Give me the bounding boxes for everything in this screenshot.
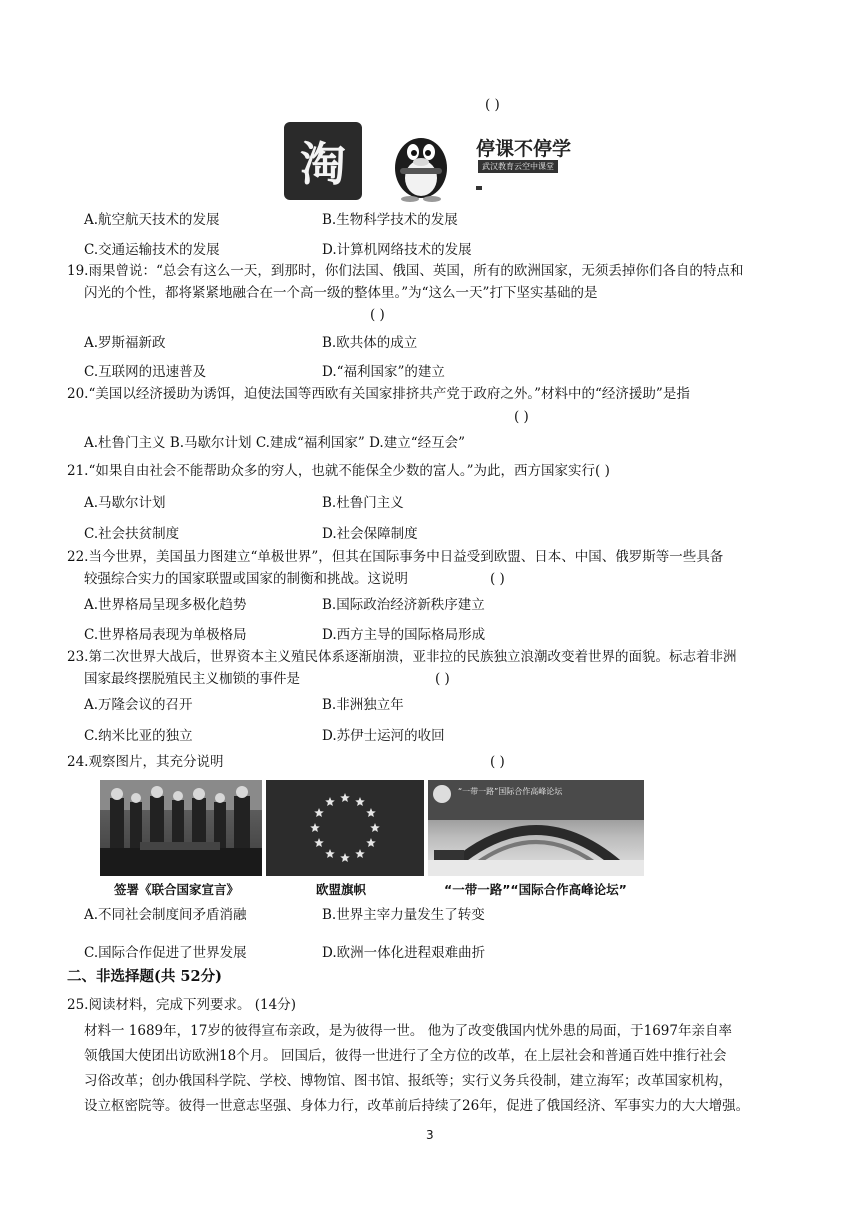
q23-option-c: C.纳米比亚的独立 bbox=[84, 728, 193, 744]
q22-option-b: B.国际政治经济新秩序建立 bbox=[322, 597, 485, 613]
taobao-logo bbox=[284, 122, 362, 200]
eu-star-icon bbox=[325, 849, 335, 858]
q21-option-a: A.马歇尔计划 bbox=[84, 495, 166, 511]
q24-option-d: D.欧洲一体化进程艰难曲折 bbox=[322, 945, 486, 961]
banner-main-text: 停课不停学 bbox=[476, 138, 572, 160]
q18-option-a: A.航空航天技术的发展 bbox=[84, 212, 220, 228]
q22-stem-line2: 较强综合实力的国家联盟或国家的制衡和挑战。这说明 bbox=[84, 571, 408, 587]
q21-stem-line1: 21.“如果自由社会不能帮助众多的穷人，也就不能保全少数的富人。”为此，西方国家实行( ) bbox=[67, 463, 610, 479]
eu-star-icon bbox=[340, 793, 350, 802]
q24-stem-line1: 24.观察图片，其充分说明 bbox=[67, 754, 224, 770]
q24-option-a: A.不同社会制度间矛盾消融 bbox=[84, 907, 247, 923]
q23-option-b: B.非洲独立年 bbox=[322, 697, 404, 713]
q20-stem-line1: 20.“美国以经济援助为诱饵，迫使法国等西欧有关国家排挤共产党于政府之外。”材料中的“经济援助”是指 bbox=[67, 386, 690, 402]
eu-star-icon bbox=[340, 853, 350, 862]
taobao-logo-text: 淘 bbox=[300, 137, 346, 191]
q20-options: A.杜鲁门主义 B.马歇尔计划 C.建成“福利国家” D.建立“经互会” bbox=[84, 435, 466, 451]
q19-option-d: D.“福利国家”的建立 bbox=[322, 364, 445, 380]
caption-eu-flag: 欧盟旗帜 bbox=[316, 882, 367, 897]
q19-answer-paren: ( ) bbox=[370, 307, 385, 323]
page-number: 3 bbox=[426, 1128, 434, 1142]
eu-star-icon bbox=[355, 849, 365, 858]
eu-star-icon bbox=[310, 823, 320, 832]
q21-option-b: B.杜鲁门主义 bbox=[322, 495, 404, 511]
q22-option-a: A.世界格局呈现多极化趋势 bbox=[84, 597, 247, 613]
q20-answer-paren: ( ) bbox=[514, 409, 529, 425]
eu-star-icon bbox=[314, 808, 324, 817]
eu-star-icon bbox=[366, 808, 376, 817]
eu-star-icon bbox=[314, 838, 324, 847]
tingke-banner bbox=[470, 126, 580, 198]
q23-option-a: A.万隆会议的召开 bbox=[84, 697, 193, 713]
q22-answer-paren: ( ) bbox=[490, 571, 505, 587]
q23-answer-paren: ( ) bbox=[435, 671, 450, 687]
q25-material1-line2: 领俄国大使团出访欧洲18个月。 回国后，彼得一世进行了全方位的改革，在上层社会和普通百姓中推行社会 bbox=[84, 1048, 727, 1064]
q23-stem-line2: 国家最终摆脱殖民主义枷锁的事件是 bbox=[84, 671, 300, 687]
belt-road-forum-photo bbox=[428, 780, 644, 876]
q23-stem-line1: 23.第二次世界大战后，世界资本主义殖民体系逐渐崩溃，亚非拉的民族独立浪潮改变着世界的面貌。标志着非洲 bbox=[67, 649, 737, 665]
eu-flag-image bbox=[266, 780, 424, 876]
q25-material1-line3: 习俗改革；创办俄国科学院、学校、博物馆、图书馆、报纸等；实行义务兵役制，建立海军；改革国家机构， bbox=[84, 1073, 732, 1089]
forum-banner-text: “一带一路”国际合作高峰论坛 bbox=[458, 787, 563, 796]
banner-sub-text: 武汉教育云空中课堂 bbox=[478, 160, 558, 173]
q18-option-c: C.交通运输技术的发展 bbox=[84, 242, 220, 258]
q21-option-c: C.社会扶贫制度 bbox=[84, 526, 180, 542]
q18-answer-paren: ( ) bbox=[485, 97, 500, 113]
eu-star-icon bbox=[325, 797, 335, 806]
section2-title: 二、非选择题(共 52分) bbox=[67, 968, 222, 985]
q19-option-a: A.罗斯福新政 bbox=[84, 335, 166, 351]
qq-penguin-icon bbox=[386, 122, 456, 202]
q19-stem-line1: 19.雨果曾说：“总会有这么一天，到那时，你们法国、俄国、英国，所有的欧洲国家，无须丢掉你们各自的特点和 bbox=[67, 263, 744, 279]
q24-option-b: B.世界主宰力量发生了转变 bbox=[322, 907, 485, 923]
q22-option-c: C.世界格局表现为单极格局 bbox=[84, 627, 247, 643]
q22-option-d: D.西方主导的国际格局形成 bbox=[322, 627, 486, 643]
q25-material1-line4: 设立枢密院等。彼得一世意志坚强、身体力行，改革前后持续了26年，促进了俄国经济、军事实力的大大增强。 bbox=[84, 1098, 750, 1114]
eu-star-icon bbox=[366, 838, 376, 847]
q19-option-b: B.欧共体的成立 bbox=[322, 335, 418, 351]
q18-option-b: B.生物科学技术的发展 bbox=[322, 212, 458, 228]
q24-option-c: C.国际合作促进了世界发展 bbox=[84, 945, 247, 961]
q19-stem-line2: 闪光的个性，都将紧紧地融合在一个高一级的整体里。”为“这么一天”打下坚实基础的是 bbox=[84, 285, 598, 301]
q22-stem-line1: 22.当今世界，美国虽力图建立“单极世界”，但其在国际事务中日益受到欧盟、日本、中国、俄罗斯等一些具备 bbox=[67, 549, 724, 565]
caption-un-declaration: 签署《联合国家宣言》 bbox=[114, 882, 240, 897]
eu-star-icon bbox=[355, 797, 365, 806]
q24-answer-paren: ( ) bbox=[490, 754, 505, 770]
q18-option-d: D.计算机网络技术的发展 bbox=[322, 242, 472, 258]
q25-material1-line1: 材料一 1689年，17岁的彼得宣布亲政，是为彼得一世。 他为了改变俄国内忧外患的局面，于1697年亲自率 bbox=[84, 1023, 732, 1039]
q23-option-d: D.苏伊士运河的收回 bbox=[322, 728, 445, 744]
caption-belt-road-forum: “一带一路”“国际合作高峰论坛” bbox=[444, 882, 627, 897]
eu-star-icon bbox=[370, 823, 380, 832]
q25-stem: 25.阅读材料，完成下列要求。 (14分) bbox=[67, 997, 296, 1013]
q21-option-d: D.社会保障制度 bbox=[322, 526, 418, 542]
banner-mark bbox=[476, 186, 482, 190]
un-declaration-photo bbox=[100, 780, 262, 876]
q19-option-c: C.互联网的迅速普及 bbox=[84, 364, 207, 380]
